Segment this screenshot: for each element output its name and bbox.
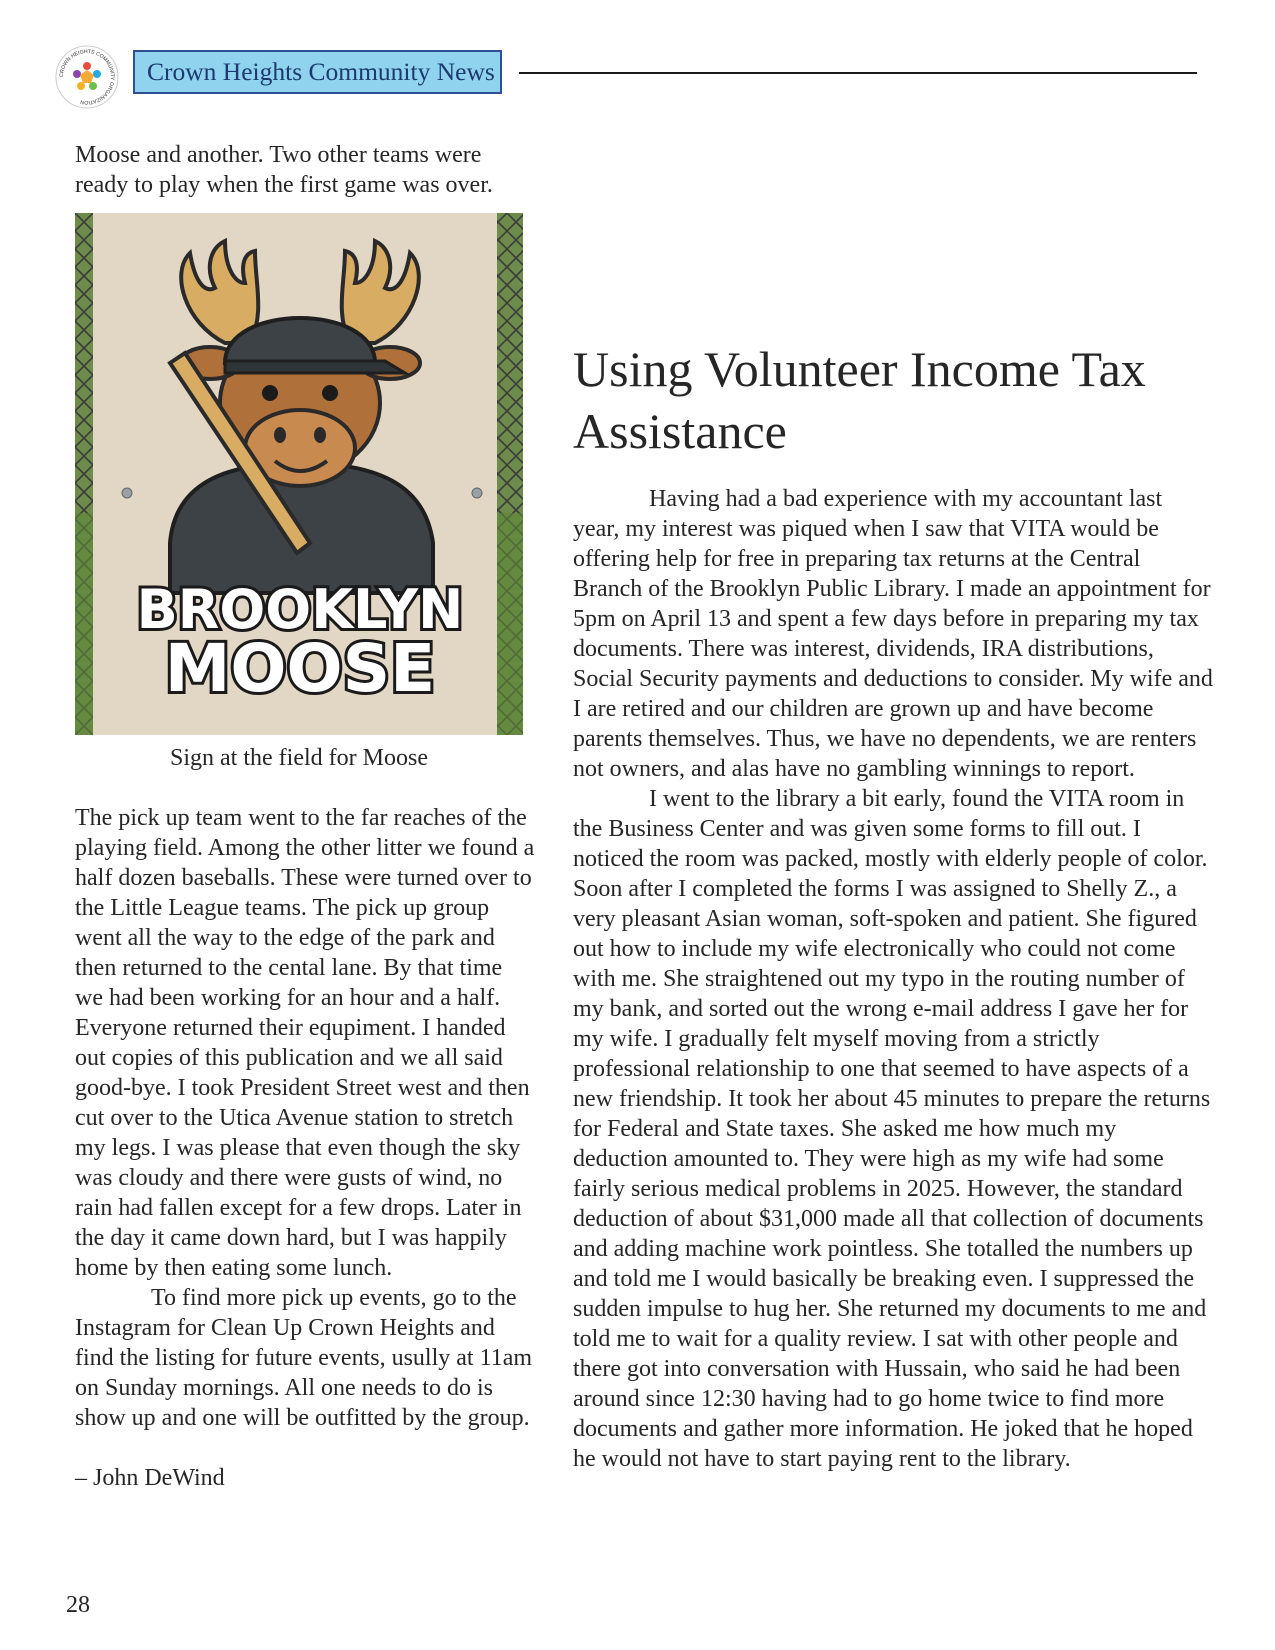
- article-vita: [573, 338, 1213, 1474]
- photo-caption: Sign at the field for Moose: [170, 745, 428, 771]
- banner-line2: MOOSE: [164, 630, 436, 707]
- page-number: 28: [66, 1592, 90, 1618]
- masthead-title-box: [133, 50, 502, 94]
- left-paragraph: To find more pick up events, go to the Instagram for Clean Up Crown Heights and find the listing for future events, usully at 11am on Sunday mornings. All one needs to do is show up and one will be outfitted by the group.: [75, 1285, 533, 1431]
- moose-banner-photo: [75, 213, 523, 735]
- article-headline: Using Volunteer Income Tax Assistance: [573, 341, 1146, 459]
- left-column-body: [75, 803, 535, 1493]
- article-paragraph: I went to the library a bit early, found the VITA room in the Business Center and was given some forms to fill out. I noticed the room was packed, mostly with elderly people of color. Soon after I completed the forms I was assigned to Shelly Z., a very pleasant Asian woman, soft-spoken and patient. She figured out how to include my wife electronically who could not come with me. She straightened out my typo in the routing number of my bank, and sorted out the wrong e-mail address I gave her for my wife. I gradually felt myself moving from a strictly professional relationship to one that seemed to have aspects of a new friendship. It took her about 45 minutes to prepare the returns for Federal and State taxes. She asked me how much my deduction amounted to. They were high as my wife had some fairly serious medical problems in 2025. However, the standard deduction of about $31,000 made all that collection of documents and adding machine work pointless. She totalled the numbers up and told me I would basically be breaking even. I suppressed the sudden impulse to hug her. She returned my documents to me and told me to wait for a quality review. I sat with other people and there got into conversation with Hussain, who said he had been around since 12:30 having had to go home twice to find more documents and gather more information. He joked that he hoped he would not have to start paying rent to the library.: [573, 786, 1211, 1472]
- masthead-rule: [519, 72, 1197, 74]
- left-paragraph: The pick up team went to the far reaches of the playing field. Among the other litter we found a half dozen baseballs. These were turned over to the Little League teams. The pick up group went all the way to the edge of the park and then returned to the cental lane. By that time we had been working for an hour and a half. Everyone returned their equpiment. I handed out copies of this publication and we all said good-bye. I took President Street west and then cut over to the Utica Avenue station to stretch my legs. I was please that even though the sky was cloudy and there were gusts of wind, no rain had fallen except for a few drops. Later in the day it came down hard, but I was happily home by then eating some lunch.: [75, 805, 535, 1281]
- publication-title: Crown Heights Community News: [147, 57, 495, 86]
- article-paragraph: Having had a bad experience with my accountant last year, my interest was piqued when I saw that VITA would be offering help for free in preparing tax returns at the Central Branch of the Brooklyn Public Library. I made an appointment for 5pm on April 13 and spent a few days before in preparing my tax documents. There was interest, dividends, IRA distributions, Social Security payments and deductions to consider. My wife and I are retired and our children are grown up and have become parents themselves. Thus, we have no dependents, we are renters not owners, and alas have no gambling winnings to report.: [573, 486, 1213, 782]
- left-column-intro: [75, 140, 530, 200]
- logo-ring-text: CROWN HEIGHTS COMMUNITY ORGANIZATION: [58, 48, 116, 106]
- banner-line1: BROOKLYN: [136, 578, 464, 641]
- author-signature: – John DeWind: [75, 1465, 225, 1491]
- organization-logo: [54, 44, 120, 110]
- intro-paragraph: Moose and another. Two other teams were ready to play when the first game was over.: [75, 142, 493, 198]
